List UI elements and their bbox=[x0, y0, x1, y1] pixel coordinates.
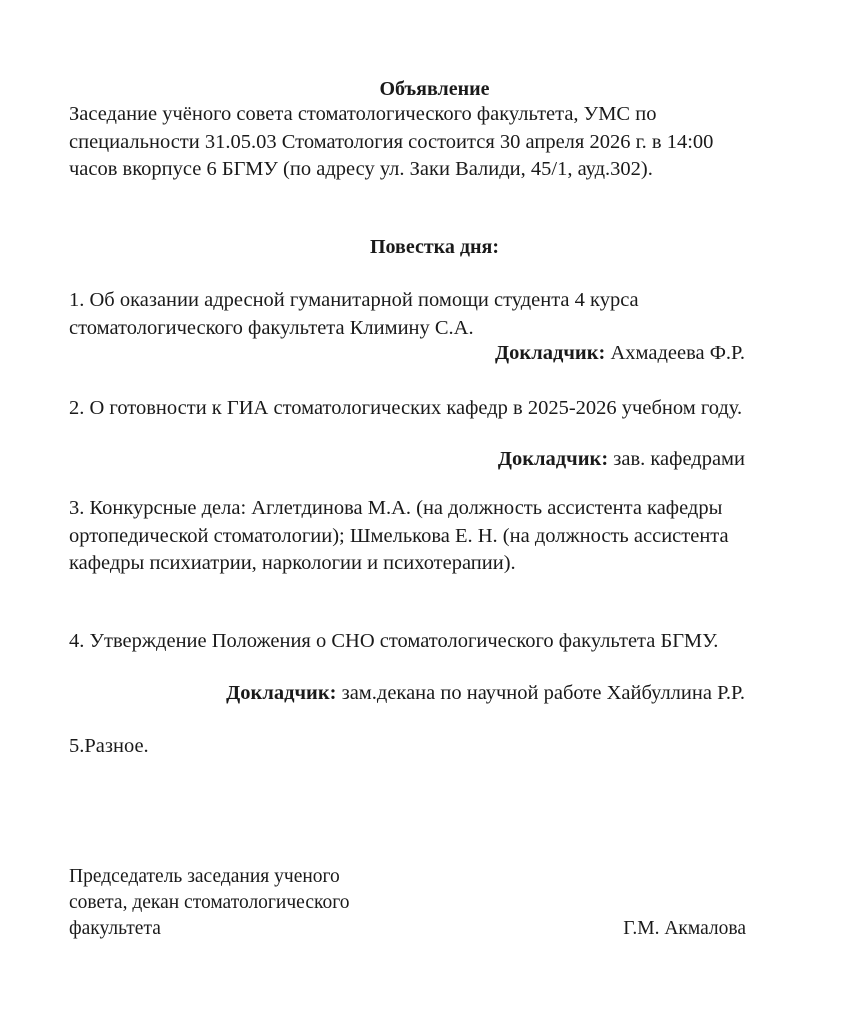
agenda-item-2: 2. О готовности к ГИА стоматологических кафедр в 2025-2026 учебном году. bbox=[69, 397, 743, 419]
agenda-item-3: 3. Конкурсные дела: Аглетдинова М.А. (на должность ассистента кафедры ортопедической стоматологии); Шмелькова Е. Н. (на должность ассистента кафедры психиатрии, наркологии и психотерапии). bbox=[69, 497, 729, 574]
announcement-intro: Заседание учёного совета стоматологического факультета, УМС по специальности 31.05.03 Стоматология состоится 30 апреля 2026 г. в 14:00 часов вкорпусе 6 БГМУ (по адресу ул. Заки Валиди, 45/1, ауд.302). bbox=[69, 103, 714, 180]
speaker-label: Докладчик: bbox=[495, 342, 606, 364]
agenda-item-4-speaker bbox=[226, 680, 745, 708]
agenda-item-5: 5.Разное. bbox=[69, 735, 149, 757]
speaker-name: зам.декана по научной работе Хайбуллина Р.Р. bbox=[336, 682, 745, 704]
speaker-label: Докладчик: bbox=[497, 448, 609, 470]
agenda-item-1-speaker bbox=[495, 340, 745, 368]
agenda-item-4: 4. Утверждение Положения о СНО стоматологического факультета БГМУ. bbox=[69, 630, 719, 652]
document-title: Объявление bbox=[379, 78, 490, 100]
speaker-name: зав. кафедрами bbox=[608, 448, 745, 470]
agenda-item-1: 1. Об оказании адресной гуманитарной помощи студента 4 курса стоматологического факультета Климину С.А. bbox=[69, 289, 639, 339]
signature-name: Г.М. Акмалова bbox=[623, 918, 746, 939]
signature-position: Председатель заседания ученого совета, декан стоматологического факультета bbox=[69, 866, 350, 939]
speaker-name: Ахмадеева Ф.Р. bbox=[605, 342, 745, 364]
agenda-item-2-speaker bbox=[498, 446, 745, 474]
speaker-label: Докладчик: bbox=[226, 682, 337, 704]
agenda-title: Повестка дня: bbox=[369, 236, 500, 258]
